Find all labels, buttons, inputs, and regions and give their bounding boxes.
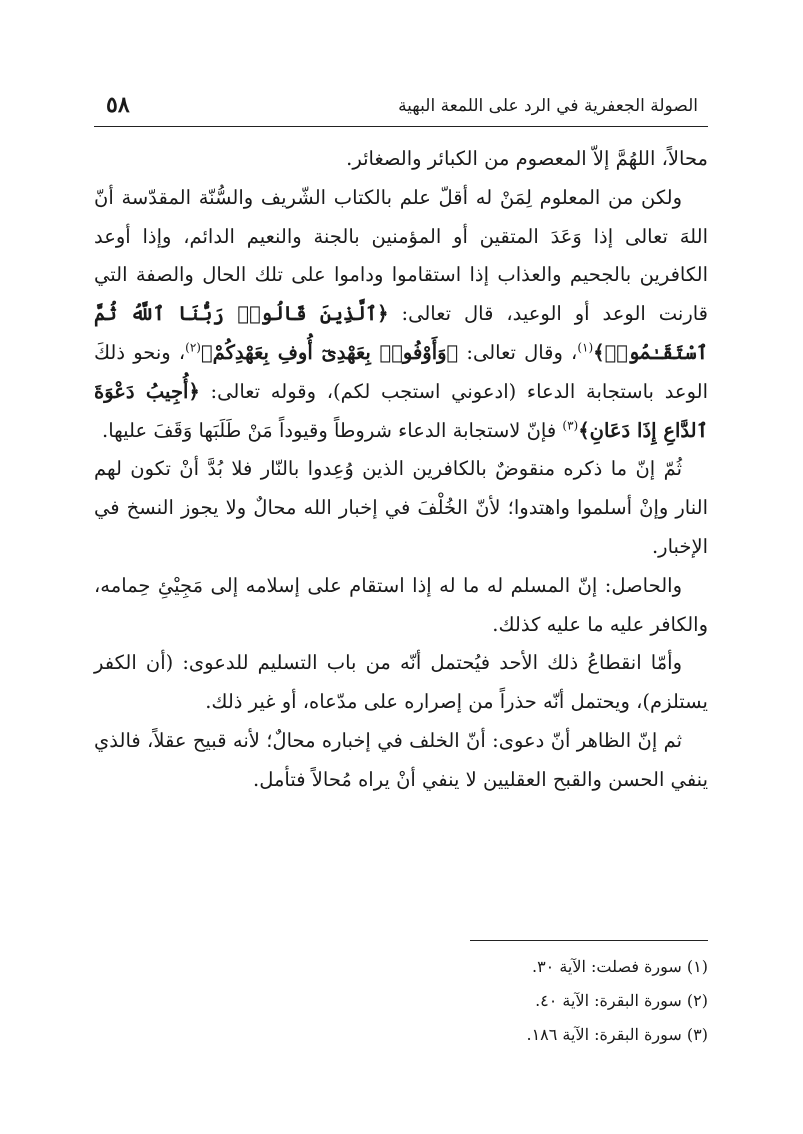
paragraph-2-text-a: ولكن من المعلوم لِمَنْ له أقلّ علم بالكتاب الشّريف والسُّنّة المقدّسة أنّ اللهَ تعالى إذا وَعَدَ المتقين أو المؤمنين بالجنة والنعيم الدائم، وإذا أوعد الكافرين بالجحيم والعذاب إذا استقاموا وداموا على تلك الحال والصفة التي قارنت الوعد أو الوعيد، قال تعالى: [94,185,708,326]
paragraph-2-text-b: ، وقال تعالى: [458,340,578,364]
paragraph-5: وأمّا انقطاعُ ذلك الأحد فيُحتمل أنّه من باب التسليم للدعوى: (أن الكفر يستلزم)، ويحتمل أنّه حذراً من إصراره على مدّعاه، أو غير ذلك. [94,651,708,714]
quran-verse-3: ﴿أُجِيبُ دَعْوَةَ ٱلدَّاعِ إِذَا دَعَانِ﴾ [94,379,708,442]
footnote-divider [470,940,708,941]
footnote-ref-3: (٣) [562,418,579,433]
paragraph-6: ثم إنّ الظاهر أنّ دعوى: أنّ الخلف في إخباره محالٌ؛ لأنه قبيح عقلاً، فالذي ينفي الحسن والقبح العقليين لا ينفي أنْ يراه مُحالاً فتأمل. [94,728,708,791]
footnote-2: (٢) سورة البقرة: الآية ٤٠. [535,991,708,1010]
quran-verse-2: ﴿وَأَوْفُوا۟ بِعَهْدِىٓ أُوفِ بِعَهْدِكُمْ﴾ [200,340,459,364]
footnote-1: (١) سورة فصلت: الآية ٣٠. [531,957,708,976]
footnote-ref-1: (١) [577,340,594,355]
running-title: الصولة الجعفرية في الرد على اللمعة البهية [398,96,698,116]
footnotes [94,950,708,1052]
page-number: ٥٨ [106,92,130,118]
paragraph-2-text-c: ، ونحو ذلكَ الوعد باستجابة الدعاء (ادعوني استجب لكم)، وقوله تعالى: [94,340,709,403]
paragraph-3: ثُمّ إنّ ما ذكره منقوضٌ بالكافرين الذين وُعِدوا بالنّار فلا بُدَّ أنْ تكون لهم النار وإنْ أسلموا واهتدوا؛ لأنّ الخُلْفَ في إخبار الله محالٌ ولا يجوز النسخ في الإخبار. [94,457,708,558]
paragraph-1: محالاً، اللهُمَّ إلاّ المعصوم من الكبائر والصغائر. [346,147,708,170]
paragraph-2-text-d: فإنّ لاستجابة الدعاء شروطاً وقيوداً مَنْ طَلَبَها وَقَفَ عليها. [102,418,563,442]
page-header [94,88,708,124]
paragraph-4: والحاصل: إنّ المسلم له ما له إذا استقام على إسلامه إلى مَجِيْئِ حِمامه، والكافر عليه ما عليه كذلك. [94,573,708,636]
main-text [94,140,708,800]
footnote-ref-2: (٢) [185,340,201,355]
footnote-3: (٣) سورة البقرة: الآية ١٨٦. [526,1025,708,1044]
quran-verse-1: ﴿ٱلَّذِينَ قَالُوا۟ رَبُّنَا ٱللَّهُ ثُمَّ ٱسْتَقَـٰمُوا۟﴾ [94,302,708,364]
paragraph-2 [94,179,708,451]
header-divider [94,126,708,127]
